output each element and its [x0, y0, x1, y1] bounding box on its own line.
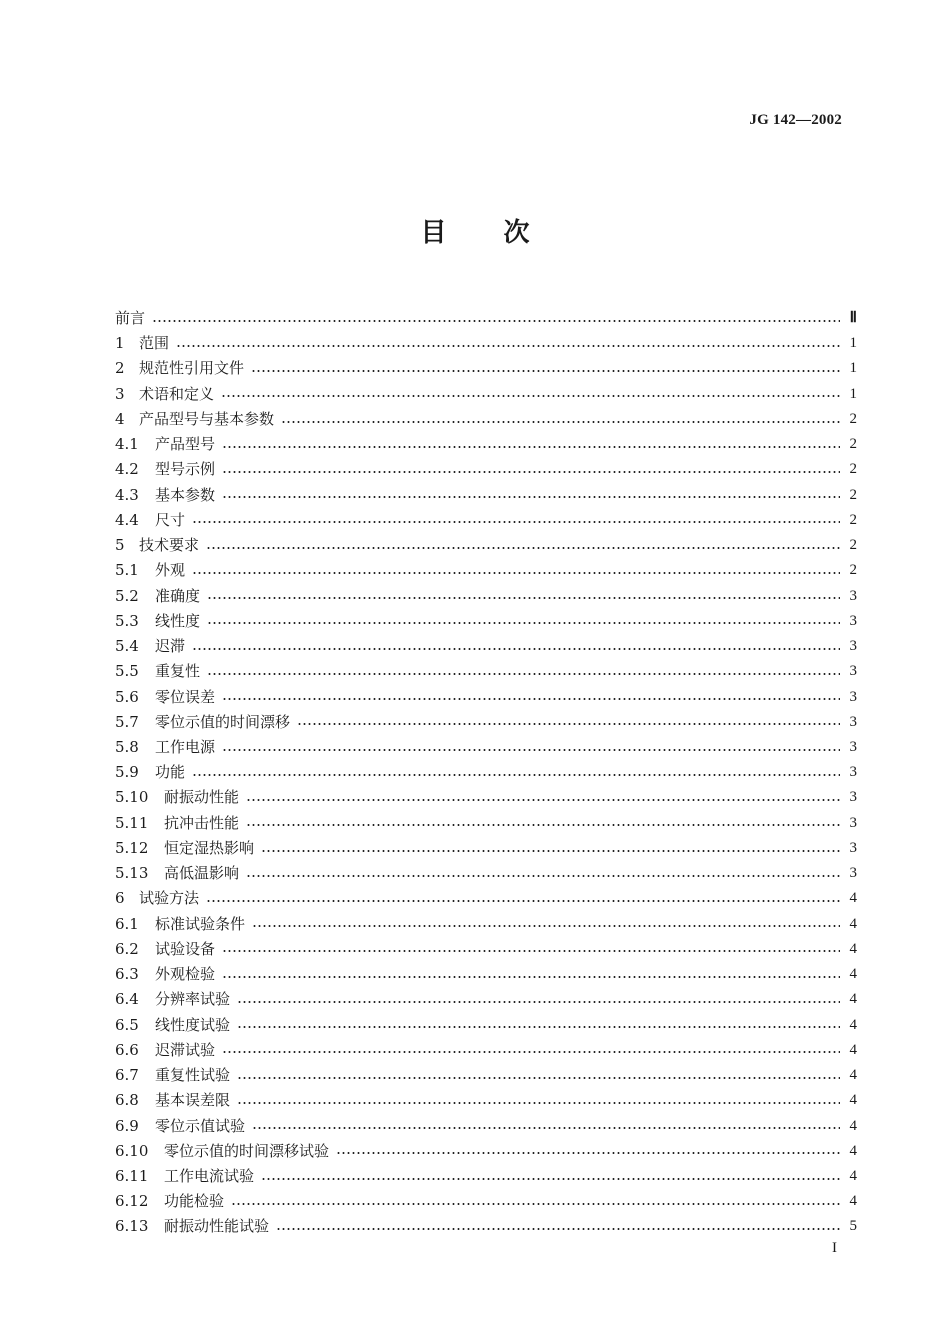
toc-entry-number: 5.8	[115, 737, 139, 756]
toc-entry-number: 5.10	[115, 788, 149, 807]
toc-entry-number: 6.10	[115, 1141, 149, 1160]
toc-entry-label: 功能检验	[164, 1192, 225, 1211]
toc-entry-number: 5.7	[115, 712, 139, 731]
toc-entry-page: 4	[849, 1016, 857, 1033]
toc-entry-label: 工作电源	[155, 737, 216, 756]
toc-entry-page: 4	[849, 915, 857, 932]
toc-entry-page: 4	[849, 940, 857, 957]
toc-entry-number: 6.2	[115, 939, 139, 958]
toc-entry-label: 基本误差限	[155, 1091, 231, 1110]
toc-entry[interactable]	[115, 1013, 857, 1038]
toc-entry-number: 4.4	[115, 510, 139, 529]
toc-entry-page: 3	[849, 612, 857, 629]
toc-entry[interactable]	[115, 886, 857, 911]
toc-entry-number: 4.1	[115, 435, 139, 454]
toc-entry[interactable]	[115, 1214, 857, 1239]
toc-entry-label: 术语和定义	[139, 384, 215, 403]
dot-leader	[237, 1026, 840, 1028]
toc-entry[interactable]	[115, 609, 857, 634]
toc-entry-number: 6.12	[115, 1192, 149, 1211]
toc-entry-page: 4	[849, 1092, 857, 1109]
dot-leader	[281, 421, 840, 423]
toc-entry-number: 6.3	[115, 965, 139, 984]
dot-leader	[261, 1178, 840, 1180]
toc-entry[interactable]	[115, 356, 857, 381]
toc-entry-label: 技术要求	[139, 536, 200, 555]
toc-entry[interactable]	[115, 836, 857, 861]
toc-entry-page: 2	[849, 537, 857, 554]
dot-leader	[237, 1001, 840, 1003]
page-title	[0, 212, 950, 249]
dot-leader	[261, 850, 840, 852]
toc-entry-number: 5.9	[115, 763, 139, 782]
toc-entry-label: 零位误差	[155, 687, 216, 706]
toc-entry-number: 5.12	[115, 838, 149, 857]
toc-entry-number: 5.5	[115, 662, 139, 681]
dot-leader	[192, 648, 840, 650]
toc-entry-page: 4	[849, 1142, 857, 1159]
toc-entry-number: 6.8	[115, 1091, 139, 1110]
toc-entry-label: 范围	[139, 334, 170, 353]
toc-entry-label: 线性度试验	[155, 1015, 231, 1034]
toc-entry-page: 3	[849, 587, 857, 604]
toc-entry-label: 尺寸	[155, 510, 186, 529]
toc-entry-page: 4	[849, 1041, 857, 1058]
toc-entry[interactable]	[115, 811, 857, 836]
toc-entry-label: 耐振动性能	[164, 788, 240, 807]
toc-entry-label: 外观检验	[155, 965, 216, 984]
toc-entry-number: 6	[115, 889, 125, 908]
toc-entry-page: 4	[849, 991, 857, 1008]
page-number: I	[832, 1240, 837, 1256]
toc-entry[interactable]	[115, 760, 857, 785]
toc-entry-number: 6.6	[115, 1040, 139, 1059]
toc-entry-number: 5.11	[115, 813, 149, 832]
toc-entry[interactable]	[115, 432, 857, 457]
dot-leader	[222, 446, 840, 448]
toc-entry-page: 3	[849, 814, 857, 831]
toc-entry-label: 产品型号与基本参数	[139, 409, 275, 428]
dot-leader	[222, 496, 840, 498]
toc-entry[interactable]	[115, 508, 857, 533]
toc-entry-number: 6.9	[115, 1116, 139, 1135]
toc-entry-number: 5.3	[115, 611, 139, 630]
dot-leader	[297, 723, 840, 725]
dot-leader	[207, 597, 840, 599]
dot-leader	[222, 1051, 840, 1053]
dot-leader	[222, 698, 840, 700]
toc-entry-page: 1	[849, 385, 857, 402]
toc-entry[interactable]	[115, 306, 857, 331]
toc-entry-page: 2	[849, 511, 857, 528]
dot-leader	[252, 1127, 840, 1129]
dot-leader	[336, 1152, 840, 1154]
dot-leader	[221, 395, 840, 397]
toc-entry-number: 3	[115, 384, 125, 403]
toc-entry-page: 5	[849, 1218, 857, 1235]
toc-entry-number: 6.11	[115, 1166, 149, 1185]
toc-entry-number: 5.13	[115, 864, 149, 883]
toc-entry[interactable]	[115, 1139, 857, 1164]
toc-entry-page: 2	[849, 486, 857, 503]
dot-leader	[176, 345, 840, 347]
toc-entry-page: 1	[849, 360, 857, 377]
toc-entry-label: 规范性引用文件	[139, 359, 245, 378]
toc-entry-label: 高低温影响	[164, 864, 240, 883]
toc-entry-page: 4	[849, 1067, 857, 1084]
toc-entry[interactable]	[115, 962, 857, 987]
page-title-char-1: 目	[420, 218, 447, 248]
toc-entry-label: 重复性试验	[155, 1066, 231, 1085]
toc-entry-page: 3	[849, 764, 857, 781]
dot-leader	[207, 673, 840, 675]
toc-entry[interactable]	[115, 331, 857, 356]
toc-entry-number: 5.1	[115, 561, 139, 580]
toc-entry[interactable]	[115, 634, 857, 659]
dot-leader	[222, 749, 840, 751]
toc-entry[interactable]	[115, 937, 857, 962]
toc-entry-page: 3	[849, 865, 857, 882]
toc-entry[interactable]	[115, 710, 857, 735]
dot-leader	[231, 1203, 840, 1205]
toc-entry-page: 3	[849, 663, 857, 680]
toc-entry-page: 2	[849, 436, 857, 453]
toc-entry-number: 6.13	[115, 1217, 149, 1236]
toc-entry[interactable]	[115, 457, 857, 482]
dot-leader	[192, 774, 840, 776]
toc-entry-page: 3	[849, 839, 857, 856]
toc-entry-label: 前言	[115, 309, 146, 327]
dot-leader	[276, 1228, 840, 1230]
toc-entry-page: 2	[849, 562, 857, 579]
toc-entry-page: 3	[849, 638, 857, 655]
toc-entry-number: 5.6	[115, 687, 139, 706]
standard-code: JG 142—2002	[749, 112, 842, 128]
toc-entry-label: 试验设备	[155, 939, 216, 958]
toc-entry-number: 6.5	[115, 1015, 139, 1034]
toc-entry[interactable]	[115, 912, 857, 937]
toc-entry-page: 1	[849, 335, 857, 352]
toc-entry-label: 分辨率试验	[155, 990, 231, 1009]
toc-entry-page: 4	[849, 1117, 857, 1134]
toc-entry[interactable]	[115, 407, 857, 432]
toc-entry[interactable]	[115, 735, 857, 760]
toc-entry[interactable]	[115, 1063, 857, 1088]
dot-leader	[206, 900, 840, 902]
toc-entry-label: 工作电流试验	[164, 1166, 255, 1185]
toc-entry-number: 4.2	[115, 460, 139, 479]
page-title-char-2: 次	[503, 218, 530, 248]
toc-entry[interactable]	[115, 861, 857, 886]
toc-entry-page: 4	[849, 966, 857, 983]
dot-leader	[246, 799, 840, 801]
dot-leader	[252, 925, 840, 927]
toc-entry-page: 3	[849, 713, 857, 730]
dot-leader	[152, 320, 840, 322]
toc-entry[interactable]	[115, 483, 857, 508]
toc-entry[interactable]	[115, 558, 857, 583]
toc-entry-label: 迟滞	[155, 637, 186, 656]
toc-entry-page: 3	[849, 738, 857, 755]
toc-entry-label: 外观	[155, 561, 186, 580]
toc-entry-page: Ⅱ	[849, 310, 857, 326]
toc-entry-label: 迟滞试验	[155, 1040, 216, 1059]
toc-entry[interactable]	[115, 1164, 857, 1189]
toc-entry-label: 抗冲击性能	[164, 813, 240, 832]
toc-entry-label: 重复性	[155, 662, 201, 681]
dot-leader	[222, 471, 840, 473]
toc-entry[interactable]	[115, 785, 857, 810]
toc-entry[interactable]	[115, 1189, 857, 1214]
toc-entry-label: 功能	[155, 763, 186, 782]
toc-entry-number: 4	[115, 409, 125, 428]
toc-entry-number: 2	[115, 359, 125, 378]
toc-entry-page: 4	[849, 890, 857, 907]
dot-leader	[207, 622, 840, 624]
toc-entry-number: 6.1	[115, 914, 139, 933]
toc-entry-page: 3	[849, 688, 857, 705]
toc-entry-label: 标准试验条件	[155, 914, 246, 933]
toc-entry-page: 2	[849, 461, 857, 478]
toc-entry-number: 5	[115, 536, 125, 555]
toc-entry[interactable]	[115, 685, 857, 710]
dot-leader	[222, 950, 840, 952]
toc-entry[interactable]	[115, 1038, 857, 1063]
toc-entry-number: 4.3	[115, 485, 139, 504]
toc-entry[interactable]	[115, 659, 857, 684]
toc-entry-label: 试验方法	[139, 889, 200, 908]
toc-entry[interactable]	[115, 987, 857, 1012]
toc-entry-page: 4	[849, 1193, 857, 1210]
toc-entry[interactable]	[115, 584, 857, 609]
dot-leader	[222, 976, 840, 978]
toc-entry-page: 3	[849, 789, 857, 806]
dot-leader	[206, 547, 840, 549]
dot-leader	[192, 572, 840, 574]
toc-entry-number: 6.4	[115, 990, 139, 1009]
toc-entry-label: 产品型号	[155, 435, 216, 454]
dot-leader	[251, 370, 840, 372]
toc-entry[interactable]	[115, 1114, 857, 1139]
dot-leader	[192, 521, 840, 523]
toc-entry-label: 零位示值的时间漂移试验	[164, 1141, 330, 1160]
dot-leader	[246, 824, 840, 826]
toc-entry-label: 零位示值的时间漂移	[155, 712, 291, 731]
toc-entry-number: 5.4	[115, 637, 139, 656]
dot-leader	[237, 1077, 840, 1079]
toc-entry-label: 恒定湿热影响	[164, 838, 255, 857]
toc-entry-number: 6.7	[115, 1066, 139, 1085]
toc-entry[interactable]	[115, 533, 857, 558]
toc-entry[interactable]	[115, 382, 857, 407]
toc-entry-page: 2	[849, 410, 857, 427]
table-of-contents	[115, 306, 857, 1240]
toc-entry-page: 4	[849, 1167, 857, 1184]
toc-entry[interactable]	[115, 1088, 857, 1113]
toc-entry-number: 1	[115, 334, 125, 353]
toc-entry-label: 型号示例	[155, 460, 216, 479]
toc-entry-label: 准确度	[155, 586, 201, 605]
toc-entry-number: 5.2	[115, 586, 139, 605]
toc-entry-label: 耐振动性能试验	[164, 1217, 270, 1236]
toc-entry-label: 基本参数	[155, 485, 216, 504]
dot-leader	[246, 875, 840, 877]
toc-entry-label: 零位示值试验	[155, 1116, 246, 1135]
dot-leader	[237, 1102, 840, 1104]
toc-entry-label: 线性度	[155, 611, 201, 630]
